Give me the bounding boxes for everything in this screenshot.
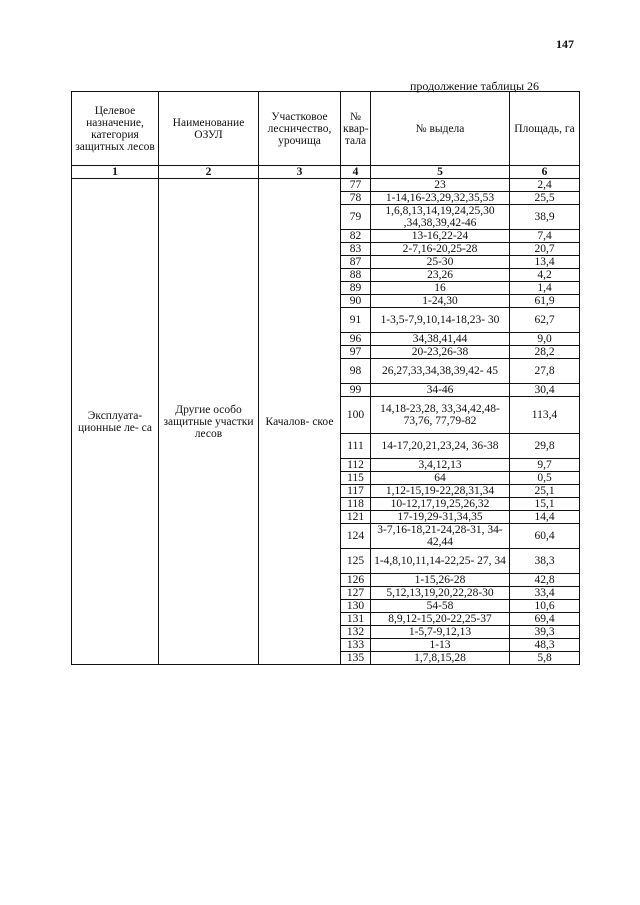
- kvartal-cell: 99: [341, 384, 371, 397]
- kvartal-cell: 112: [341, 459, 371, 472]
- column-number-row: [72, 166, 580, 179]
- area-cell: 28,2: [510, 346, 580, 359]
- kvartal-cell: 91: [341, 308, 371, 333]
- area-cell: 9,7: [510, 459, 580, 472]
- header-forestry: Участковое лесничество, урочища: [259, 92, 341, 166]
- area-cell: 15,1: [510, 498, 580, 511]
- column-number: 2: [159, 166, 259, 179]
- vydel-cell: 1-4,8,10,11,14-22,25- 27, 34: [371, 549, 510, 574]
- area-cell: 25,1: [510, 485, 580, 498]
- area-cell: 61,9: [510, 295, 580, 308]
- vydel-cell: 23: [371, 179, 510, 192]
- kvartal-cell: 131: [341, 613, 371, 626]
- column-number: 3: [259, 166, 341, 179]
- vydel-cell: 3,4,12,13: [371, 459, 510, 472]
- kvartal-cell: 111: [341, 434, 371, 459]
- area-cell: 20,7: [510, 243, 580, 256]
- table-row: [72, 179, 580, 192]
- vydel-cell: 25-30: [371, 256, 510, 269]
- vydel-cell: 26,27,33,34,38,39,42- 45: [371, 359, 510, 384]
- kvartal-cell: 130: [341, 600, 371, 613]
- kvartal-cell: 90: [341, 295, 371, 308]
- area-cell: 69,4: [510, 613, 580, 626]
- kvartal-cell: 135: [341, 652, 371, 665]
- forestry-cell: Качалов- ское: [259, 179, 341, 665]
- purpose-cell: Эксплуата- ционные ле- са: [72, 179, 159, 665]
- kvartal-cell: 89: [341, 282, 371, 295]
- vydel-cell: 20-23,26-38: [371, 346, 510, 359]
- vydel-cell: 8,9,12-15,20-22,25-37: [371, 613, 510, 626]
- forest-table: [71, 91, 580, 665]
- column-number: 4: [341, 166, 371, 179]
- kvartal-cell: 79: [341, 205, 371, 230]
- kvartal-cell: 125: [341, 549, 371, 574]
- vydel-cell: 1,6,8,13,14,19,24,25,30 ,34,38,39,42-46: [371, 205, 510, 230]
- vydel-cell: 1-13: [371, 639, 510, 652]
- kvartal-cell: 127: [341, 587, 371, 600]
- area-cell: 14,4: [510, 511, 580, 524]
- column-number: 5: [371, 166, 510, 179]
- kvartal-cell: 100: [341, 397, 371, 434]
- area-cell: 7,4: [510, 230, 580, 243]
- kvartal-cell: 82: [341, 230, 371, 243]
- area-cell: 0,5: [510, 472, 580, 485]
- area-cell: 13,4: [510, 256, 580, 269]
- vydel-cell: 1-5,7-9,12,13: [371, 626, 510, 639]
- vydel-cell: 1,12-15,19-22,28,31,34: [371, 485, 510, 498]
- vydel-cell: 10-12,17,19,25,26,32: [371, 498, 510, 511]
- kvartal-cell: 124: [341, 524, 371, 549]
- area-cell: 38,9: [510, 205, 580, 230]
- area-cell: 33,4: [510, 587, 580, 600]
- header-vydel: № выдела: [371, 92, 510, 166]
- kvartal-cell: 83: [341, 243, 371, 256]
- vydel-cell: 34-46: [371, 384, 510, 397]
- vydel-cell: 1-15,26-28: [371, 574, 510, 587]
- vydel-cell: 34,38,41,44: [371, 333, 510, 346]
- area-cell: 113,4: [510, 397, 580, 434]
- area-cell: 9,0: [510, 333, 580, 346]
- area-cell: 42,8: [510, 574, 580, 587]
- header-area: Площадь, га: [510, 92, 580, 166]
- kvartal-cell: 118: [341, 498, 371, 511]
- header-row: [72, 92, 580, 166]
- kvartal-cell: 97: [341, 346, 371, 359]
- vydel-cell: 54-58: [371, 600, 510, 613]
- vydel-cell: 1-14,16-23,29,32,35,53: [371, 192, 510, 205]
- area-cell: 25,5: [510, 192, 580, 205]
- area-cell: 10,6: [510, 600, 580, 613]
- area-cell: 29,8: [510, 434, 580, 459]
- area-cell: 1,4: [510, 282, 580, 295]
- area-cell: 62,7: [510, 308, 580, 333]
- kvartal-cell: 117: [341, 485, 371, 498]
- vydel-cell: 1-24,30: [371, 295, 510, 308]
- vydel-cell: 2-7,16-20,25-28: [371, 243, 510, 256]
- vydel-cell: 5,12,13,19,20,22,28-30: [371, 587, 510, 600]
- vydel-cell: 13-16,22-24: [371, 230, 510, 243]
- kvartal-cell: 78: [341, 192, 371, 205]
- area-cell: 27,8: [510, 359, 580, 384]
- vydel-cell: 1-3,5-7,9,10,14-18,23- 30: [371, 308, 510, 333]
- kvartal-cell: 133: [341, 639, 371, 652]
- area-cell: 2,4: [510, 179, 580, 192]
- area-cell: 39,3: [510, 626, 580, 639]
- area-cell: 30,4: [510, 384, 580, 397]
- kvartal-cell: 132: [341, 626, 371, 639]
- column-number: 6: [510, 166, 580, 179]
- page-number: 147: [556, 37, 574, 51]
- header-purpose: Целевое назначение, категория защитных лесов: [72, 92, 159, 166]
- area-cell: 5,8: [510, 652, 580, 665]
- vydel-cell: 64: [371, 472, 510, 485]
- kvartal-cell: 121: [341, 511, 371, 524]
- kvartal-cell: 96: [341, 333, 371, 346]
- table-continuation-label: продолжение таблицы 26: [410, 79, 540, 93]
- area-cell: 60,4: [510, 524, 580, 549]
- kvartal-cell: 115: [341, 472, 371, 485]
- area-cell: 38,3: [510, 549, 580, 574]
- kvartal-cell: 77: [341, 179, 371, 192]
- vydel-cell: 16: [371, 282, 510, 295]
- table-body: [72, 179, 580, 665]
- column-number: 1: [72, 166, 159, 179]
- kvartal-cell: 126: [341, 574, 371, 587]
- vydel-cell: 14,18-23,28, 33,34,42,48-73,76, 77,79-82: [371, 397, 510, 434]
- vydel-cell: 14-17,20,21,23,24, 36-38: [371, 434, 510, 459]
- area-cell: 48,3: [510, 639, 580, 652]
- vydel-cell: 23,26: [371, 269, 510, 282]
- ozul-name-cell: Другие особо защитные участки лесов: [159, 179, 259, 665]
- vydel-cell: 1,7,8,15,28: [371, 652, 510, 665]
- area-cell: 4,2: [510, 269, 580, 282]
- kvartal-cell: 87: [341, 256, 371, 269]
- vydel-cell: 17-19,29-31,34,35: [371, 511, 510, 524]
- vydel-cell: 3-7,16-18,21-24,28-31, 34-42,44: [371, 524, 510, 549]
- header-kvartal: № квар- тала: [341, 92, 371, 166]
- header-ozul: Наименование ОЗУЛ: [159, 92, 259, 166]
- kvartal-cell: 98: [341, 359, 371, 384]
- kvartal-cell: 88: [341, 269, 371, 282]
